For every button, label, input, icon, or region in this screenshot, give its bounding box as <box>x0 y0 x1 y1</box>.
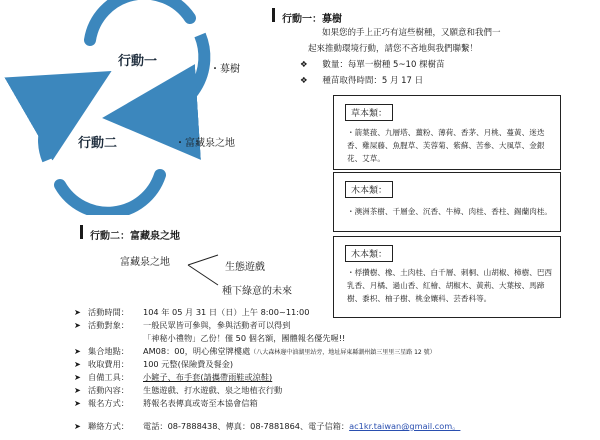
section2-heading: 行動二：富藏泉之地 <box>90 231 180 242</box>
detail-audience <box>74 319 290 331</box>
detail-signup <box>74 397 258 409</box>
cycle-label-action2: 行動二 <box>78 136 118 151</box>
detail-signup-value: 將報名表傳真或寄至本協會信箱 <box>143 398 258 408</box>
detail-contact-value: 電話：08-7888438、傳真：08-7881864、電子信箱： <box>143 421 350 431</box>
detail-meeting-note: （八大森林邊中油湖里站旁，地址屏東縣潮州鎮三里里三星路 12 號） <box>250 349 436 356</box>
section1-intro-line1: 如果您的手上正巧有這些樹種，又願意和我們一 <box>322 28 501 38</box>
cycle-label-action1: 行動一 <box>118 54 158 69</box>
detail-meeting-value: AM08：00，明心佛堂牌樓處 <box>143 346 251 356</box>
arrow-icon: ➤ <box>74 372 81 382</box>
arrow-icon: ➤ <box>74 320 81 330</box>
detail-meeting <box>74 345 436 359</box>
detail-content-value: 生態遊戲、打水遊戲、泉之地植衣行動 <box>143 385 283 395</box>
arrow-icon: ➤ <box>74 421 81 431</box>
arrow-icon: ➤ <box>74 385 81 395</box>
detail-time-label: 活動時間： <box>88 307 129 317</box>
contact-email-link[interactable]: ac1kr.taiwan@gmail.com。 <box>349 421 461 431</box>
arrow-icon: ➤ <box>74 398 81 408</box>
detail-fee-value: 100 元整(保險費及餐金) <box>143 359 234 369</box>
detail-tools-value: 小鏟子、布手套(請攜帶雨鞋或涼鞋) <box>143 372 273 382</box>
detail-signup-label: 報名方式： <box>88 398 129 408</box>
cycle-bullet-1: ・募樹 <box>210 64 240 75</box>
wood-box-2-text: ・桴攢樹、橡、土肉桂、白千層、刺桐、山胡椒、樟樹、巴西乳香、月橘、過山香、紅檜、胡椒木、黃荊、大葉桉、馬蹄樹、黍枳、柚子樹、桃金孃科、芸香科等。 <box>347 268 553 303</box>
detail-audience-cont-value: 「神秘小禮物」乙份！僅 50 個名額，團體報名優先喔!! <box>143 333 346 343</box>
detail-content <box>74 384 282 396</box>
section1-item2-text: 種苗取得時間：5 月 17 日 <box>322 76 424 86</box>
detail-audience-value: 一般民眾皆可參與，參與活動者可以得到 <box>143 320 291 330</box>
mindmap-branch1: 生態遊戲 <box>225 262 265 273</box>
wood-box-1-text: ・澳洲茶樹、千層金、沉香、牛樟、肉桂、香柱、錫蘭肉桂。 <box>347 207 553 216</box>
detail-contact-label: 聯絡方式： <box>88 421 129 431</box>
diamond-icon: ❖ <box>300 60 308 70</box>
diamond-icon: ❖ <box>300 76 308 86</box>
section1-item1-text: 數量：每單一樹種 5~10 棵樹苗 <box>322 60 445 70</box>
arrow-icon: ➤ <box>74 346 81 356</box>
detail-fee <box>74 358 233 370</box>
detail-contact <box>74 420 460 432</box>
cycle-bullet-2: ・富藏泉之地 <box>175 138 235 149</box>
section1-intro-line2: 起來推動環境行動，請您不吝地與我們聯繫！ <box>308 44 479 54</box>
detail-tools-label: 自備工具： <box>88 372 129 382</box>
herb-box-title: 草本類： <box>345 104 393 121</box>
detail-fee-label: 收取費用： <box>88 359 129 369</box>
detail-meeting-label: 集合地點： <box>88 346 129 356</box>
detail-audience-label: 活動對象： <box>88 320 129 330</box>
detail-content-label: 活動內容： <box>88 385 129 395</box>
mindmap-branch-lower <box>188 265 218 285</box>
detail-time-value: 104 年 05 月 31 日（日）上午 8:00~11:00 <box>143 307 310 317</box>
detail-time <box>74 306 309 318</box>
wood-box-1-title: 木本類： <box>345 181 393 198</box>
detail-audience-cont <box>74 332 345 344</box>
wood-box-2-title: 木本類： <box>345 245 393 262</box>
mindmap-branch-upper <box>188 255 218 265</box>
herb-box-text: ・箭葉菝、九層塔、薑粉、薄荷、香茅、月桃、蔓黃、迷迭香、雞屎藤、魚腥草、芙蓉菊、紫蘇、苦參、大風草、金銀花、艾草。 <box>347 128 545 163</box>
mindmap-branch2: 種下綠意的未來 <box>222 286 292 297</box>
mindmap-center: 富藏泉之地 <box>120 257 170 268</box>
detail-tools <box>74 371 272 383</box>
arrow-icon: ➤ <box>74 359 81 369</box>
section1-heading: 行動一：募樹 <box>282 14 342 25</box>
arrow-icon: ➤ <box>74 307 81 317</box>
